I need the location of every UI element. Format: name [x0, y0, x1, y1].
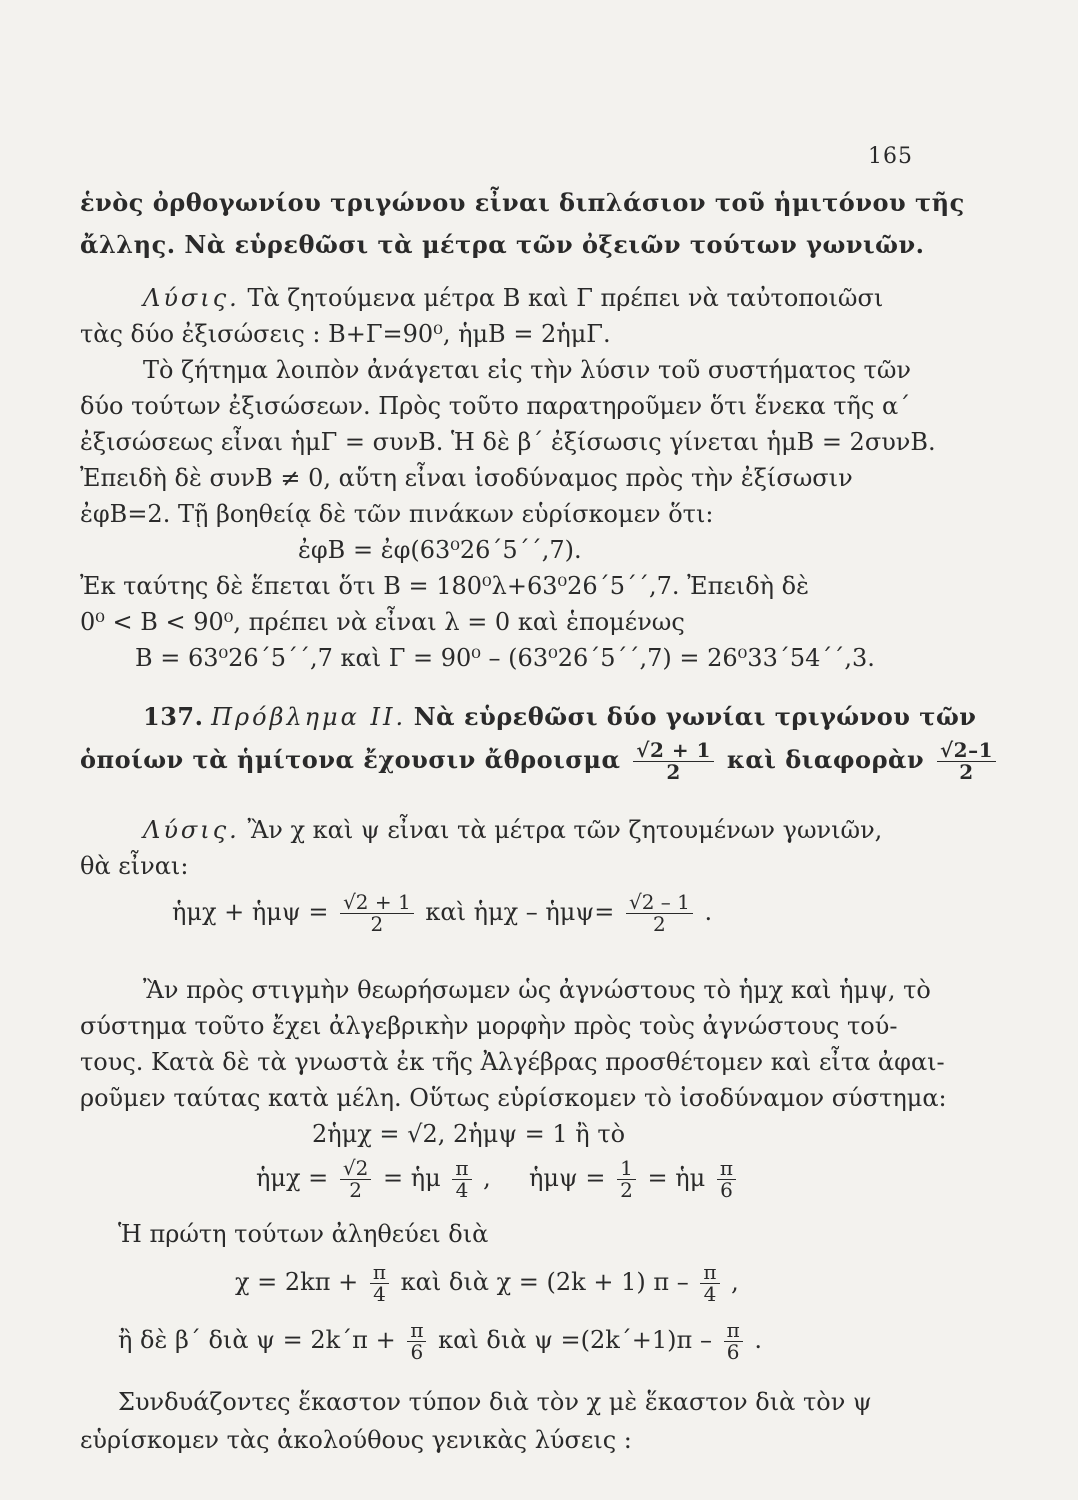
fraction: [633, 740, 714, 783]
text-line: Ἐκ ταύτης δὲ ἕπεται ὅτι Β = 180⁰λ+63⁰26΄5΄΄,7. Ἐπειδὴ δὲ: [80, 572, 809, 600]
fraction: [626, 892, 693, 935]
fraction: [340, 892, 414, 935]
numerator: π: [700, 1262, 719, 1284]
numerator: π: [407, 1320, 426, 1342]
denominator: 6: [726, 1340, 740, 1364]
text-fragment: .: [754, 1326, 763, 1354]
text-line: σύστημα τοῦτο ἔχει ἀλγεβρικὴν μορφὴν πρὸς τοὺς ἀγνώστους τού-: [80, 1012, 898, 1040]
formula-equivalent: 2ἡμχ = √2, 2ἡμψ = 1 ἢ τὸ: [312, 1120, 626, 1148]
text-fragment: ἢ δὲ β΄ διὰ ψ = 2k΄π +: [118, 1326, 396, 1354]
fraction: [700, 1262, 719, 1305]
fraction: [340, 1158, 371, 1201]
text-fragment: ἡμχ =: [256, 1164, 329, 1192]
denominator: 4: [455, 1178, 469, 1202]
numerator: 1: [617, 1158, 636, 1180]
denominator: 2: [666, 760, 681, 784]
text-line: ἐξισώσεως εἶναι ἡμΓ = συνΒ. Ἡ δὲ β΄ ἐξίσωσις γίνεται ἡμΒ = 2συνΒ.: [80, 428, 936, 456]
denominator: 6: [410, 1340, 424, 1364]
equations-line: τὰς δύο ἐξισώσεις : Β+Γ=90⁰, ἡμΒ = 2ἡμΓ.: [80, 320, 611, 348]
solution-line-1: [143, 284, 883, 312]
denominator: 6: [720, 1178, 733, 1202]
text-fragment: ὁποίων τὰ ἡμίτονα ἔχουσιν ἄθροισμα: [80, 745, 621, 774]
numerator: π: [724, 1320, 743, 1342]
text-line: 0⁰ < Β < 90⁰, πρέπει νὰ εἶναι λ = 0 καὶ ἑπομένως: [80, 608, 685, 636]
denominator: 2: [370, 912, 384, 936]
text-line: Ἐπειδὴ δὲ συνΒ ≠ 0, αὕτη εἶναι ἰσοδύναμος πρὸς τὴν ἐξίσωσιν: [80, 464, 853, 492]
text-line: Ἡ πρώτη τούτων ἀληθεύει διὰ: [118, 1220, 489, 1248]
fraction: [724, 1320, 743, 1363]
formula-x-solutions: [235, 1262, 739, 1305]
numerator: π: [717, 1158, 736, 1180]
text-fragment: καὶ ἡμχ – ἡμψ=: [425, 898, 615, 926]
denominator: 2: [349, 1178, 362, 1202]
numerator: √2 – 1: [626, 892, 693, 914]
solution-text: Ἂν χ καὶ ψ εἶναι τὰ μέτρα τῶν ζητουμένων γωνιῶν,: [247, 816, 883, 844]
text-line: ἐφΒ=2. Τῇ βοηθείᾳ δὲ τῶν πινάκων εὑρίσκομεν ὅτι:: [80, 500, 714, 528]
numerator: π: [452, 1158, 471, 1180]
text-fragment: .: [704, 898, 713, 926]
solution-heading: Λύσις.: [143, 816, 240, 844]
problem-text: Νὰ εὑρεθῶσι δύο γωνίαι τριγώνου τῶν: [413, 702, 977, 731]
denominator: 2: [620, 1178, 633, 1202]
fraction: [937, 740, 996, 783]
text-line: εὑρίσκομεν τὰς ἀκολούθους γενικὰς λύσεις :: [80, 1426, 632, 1454]
page-number: 165: [868, 144, 913, 169]
text-fragment: = ἡμ: [647, 1164, 706, 1192]
denominator: 4: [373, 1282, 386, 1306]
fraction: [370, 1262, 389, 1305]
numerator: √2 + 1: [340, 892, 414, 914]
numerator: √2 + 1: [633, 740, 714, 762]
text-fragment: καὶ διὰ ψ =(2k΄+1)π –: [438, 1326, 712, 1354]
formula-tangent: ἐφΒ = ἐφ(63⁰26΄5΄΄,7).: [298, 536, 582, 564]
text-fragment: ἡμχ + ἡμψ =: [172, 898, 329, 926]
problem-statement-line: [80, 740, 1000, 783]
problem-number: 137.: [143, 702, 204, 731]
solution-line-2: [143, 816, 882, 844]
fraction: [617, 1158, 636, 1201]
result-line: Β = 63⁰26΄5΄΄,7 καὶ Γ = 90⁰ – (63⁰26΄5΄΄,7) = 26⁰33΄54΄΄,3.: [135, 644, 875, 672]
numerator: √2–1: [937, 740, 996, 762]
text-line: τους. Κατὰ δὲ τὰ γνωστὰ ἐκ τῆς Ἀλγέβρας προσθέτομεν καὶ εἶτα ἀφαι-: [80, 1048, 945, 1076]
fraction: [452, 1158, 471, 1201]
text-line: Τὸ ζήτημα λοιπὸν ἀνάγεται εἰς τὴν λύσιν τοῦ συστήματος τῶν: [143, 356, 911, 384]
problem-title: Πρόβλημα ΙΙ.: [211, 703, 407, 731]
text-fragment: ,: [731, 1268, 739, 1296]
fraction: [407, 1320, 426, 1363]
formula-psi-solutions: [118, 1320, 762, 1363]
solution-text: Τὰ ζητούμενα μέτρα Β καὶ Γ πρέπει νὰ ταὐτοποιῶσι: [247, 284, 884, 312]
formula-system: [172, 892, 712, 935]
text-line: Συνδυάζοντες ἕκαστον τύπον διὰ τὸν χ μὲ ἕκαστον διὰ τὸν ψ: [118, 1388, 872, 1416]
text-line: Ἂν πρὸς στιγμὴν θεωρήσωμεν ὡς ἀγνώστους τὸ ἡμχ καὶ ἡμψ, τὸ: [143, 976, 931, 1004]
text-fragment: καὶ διὰ χ = (2k + 1) π –: [400, 1268, 689, 1296]
problem-heading-line: [143, 702, 976, 731]
problem-text-line-2: ἄλλης. Νὰ εὑρεθῶσι τὰ μέτρα τῶν ὀξειῶν τούτων γωνιῶν.: [80, 230, 925, 259]
formula-values: [256, 1158, 740, 1201]
denominator: 2: [653, 912, 666, 936]
denominator: 2: [959, 760, 974, 784]
text-line: δύο τούτων ἐξισώσεων. Πρὸς τοῦτο παρατηροῦμεν ὅτι ἕνεκα τῆς α΄: [80, 392, 911, 420]
fraction: [717, 1158, 736, 1201]
numerator: √2: [340, 1158, 371, 1180]
text-line: ροῦμεν ταύτας κατὰ μέλη. Οὕτως εὑρίσκομεν τὸ ἰσοδύναμον σύστημα:: [80, 1084, 947, 1112]
text-line: θὰ εἶναι:: [80, 852, 189, 880]
numerator: π: [370, 1262, 389, 1284]
text-fragment: , ἡμψ =: [483, 1164, 606, 1192]
text-fragment: καὶ διαφορὰν: [726, 745, 925, 774]
problem-text-line-1: ἑνὸς ὀρθογωνίου τριγώνου εἶναι διπλάσιον τοῦ ἡμιτόνου τῆς: [80, 188, 965, 217]
text-fragment: χ = 2kπ +: [235, 1268, 359, 1296]
denominator: 4: [703, 1282, 717, 1306]
text-fragment: = ἡμ: [383, 1164, 441, 1192]
solution-heading: Λύσις.: [143, 284, 240, 312]
